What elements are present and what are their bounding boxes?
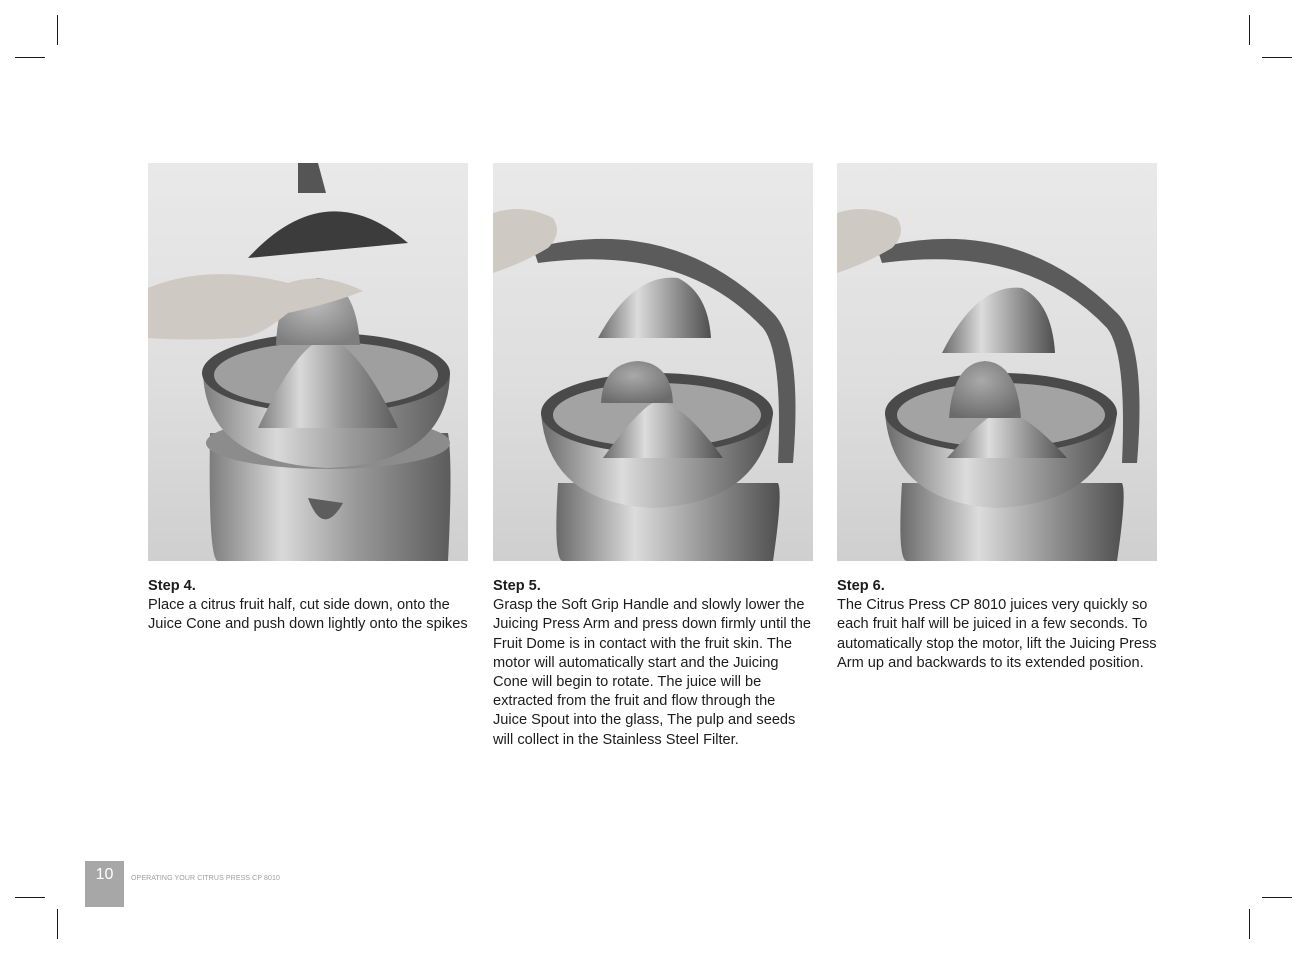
crop-mark-bottom-right-v [1249,909,1250,939]
step-5-column [493,163,813,750]
step-4-column [148,163,468,635]
step-4-title: Step 4. [148,578,196,594]
hand-lowering-press-arm-photo [493,163,813,561]
crop-mark-top-right-v [1249,15,1250,45]
page-number-badge [85,861,124,907]
crop-mark-top-right-h [1262,57,1292,58]
hand-placing-orange-on-juice-cone-photo [148,163,468,561]
section-label: OPERATING YOUR CITRUS PRESS CP 8010 [131,875,280,882]
crop-mark-bottom-left-v [57,909,58,939]
step-4-text: Place a citrus fruit half, cut side down, onto the Juice Cone and push down lightly onto the spikes [148,597,468,633]
step-5-text: Grasp the Soft Grip Handle and slowly lower the Juicing Press Arm and press down firmly until the Fruit Dome is in contact with the fruit skin. The motor will automatically start and the Juicing Cone will begin to rotate. The juice will be extracted from the fruit and flow through the Juice Spout into the glass, The pulp and seeds will collect in the Stainless Steel Filter. [493,597,811,748]
step-6-column [837,163,1157,673]
crop-mark-bottom-right-h [1262,897,1292,898]
page-number: 10 [95,866,114,883]
hand-pressing-fruit-dome-photo [837,163,1157,561]
step-6-text: The Citrus Press CP 8010 juices very quickly so each fruit half will be juiced in a few seconds. To automatically stop the motor, lift the Juicing Press Arm up and backwards to its extended position. [837,597,1157,671]
crop-mark-top-left-h [15,57,45,58]
step-6-title: Step 6. [837,578,885,594]
step-5-title: Step 5. [493,578,541,594]
crop-mark-bottom-left-h [15,897,45,898]
crop-mark-top-left-v [57,15,58,45]
